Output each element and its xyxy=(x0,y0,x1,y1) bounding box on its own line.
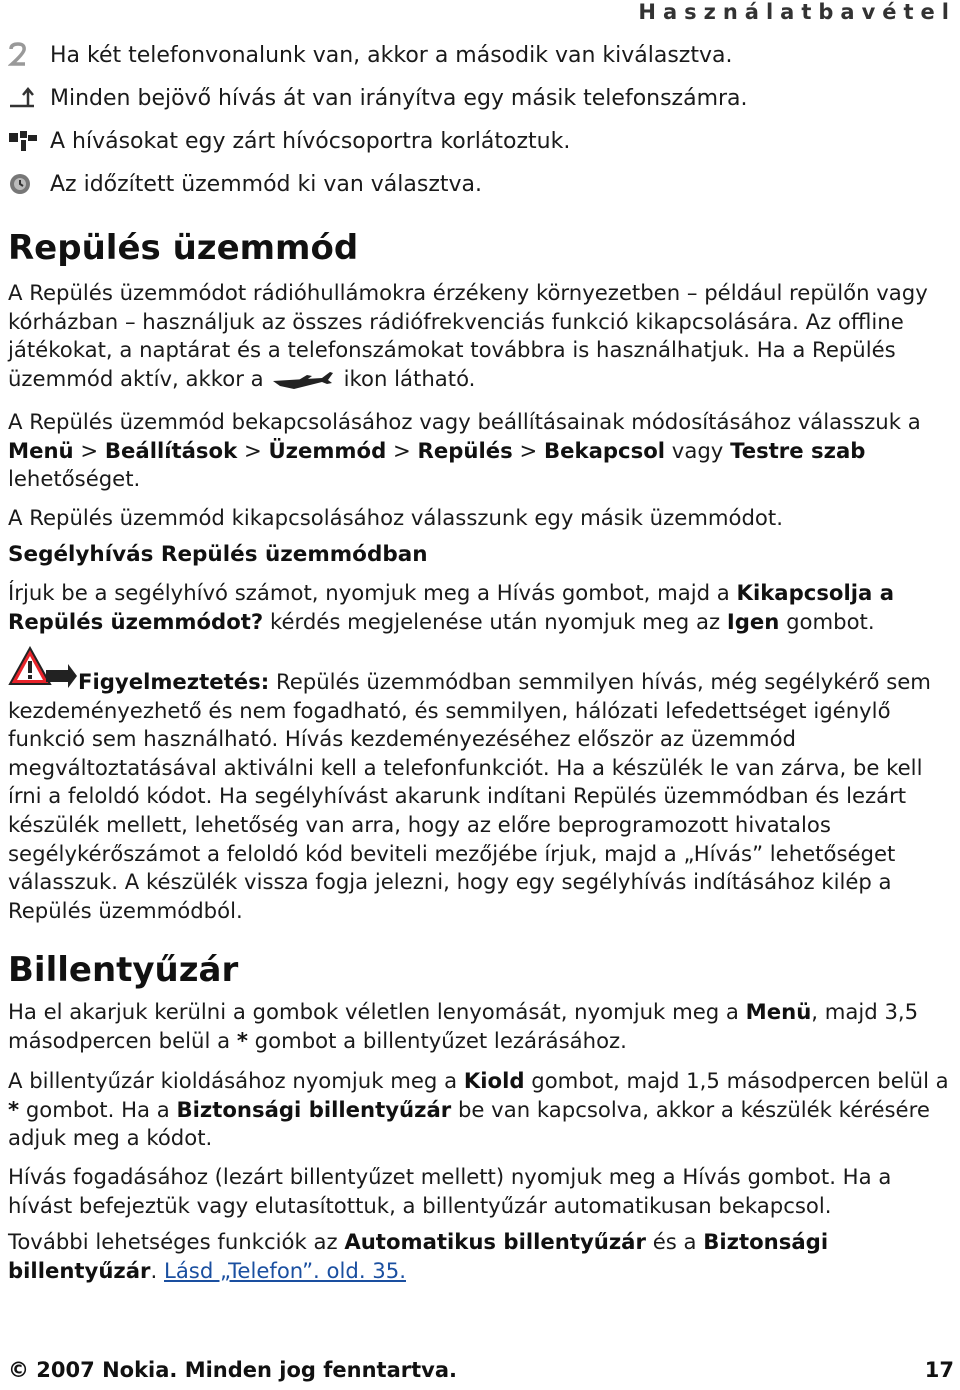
line-two-icon xyxy=(8,42,42,68)
indicator-row: Az időzített üzemmód ki van választva. xyxy=(8,169,482,199)
page-header: Használatbavétel xyxy=(638,0,956,24)
keylock-paragraph-answer: Hívás fogadásához (lezárt billentyűzet mellett) nyomjuk meg a Hívás gombot. Ha a hívást befejeztük vagy elutasítottuk, a billentyűzár automatikusan bekapcsol. xyxy=(8,1164,892,1218)
menu-path-menu: Menü xyxy=(8,437,74,463)
warning-label: Figyelmeztetés: xyxy=(78,669,270,694)
warning-paragraph: Figyelmeztetés: Repülés üzemmódban semmilyen hívás, még segélykérő sem kezdeményezhető és nem fogadható, és semmilyen, hálózati lefedettséget igénylő funkció sem használható. Hívás kezdeményezéséhez először az üzemmód megváltoztatásával aktiválni kell a telefonfunkciót. Ha a készülék le van zárva, be kell írni a feloldó kódot. Ha segélyhívást akarunk indítani Repülés üzemmódban és lezárt készülék mellett, lehetőség van arra, hogy az előre beprogramozott hivatalos segélykérőszámot a feloldó kód beviteli mezőjébe írjuk, majd a „Hívás” lehetőséget válasszuk. A készülék vissza fogja jelezni, hogy egy segélyhívás indításához kilép a Repülés üzemmódból. xyxy=(8,669,931,923)
indicator-row: A hívásokat egy zárt hívócsoportra korlátoztuk. xyxy=(8,126,570,156)
section-title-flight-mode: Repülés üzemmód xyxy=(8,228,359,268)
call-divert-icon xyxy=(8,86,42,110)
keylock-paragraph-more: További lehetséges funkciók az Automatikus billentyűzár és a Biztonsági billentyűzár. Lásd „Telefon”. old. 35. xyxy=(8,1229,829,1283)
menu-path-settings: Beállítások xyxy=(104,437,238,463)
footer-copyright: © 2007 Nokia. Minden jog fenntartva. xyxy=(8,1358,457,1382)
flight-mode-icon xyxy=(272,369,334,391)
closed-user-group-icon xyxy=(8,129,42,153)
flight-paragraph-emergency: Írjuk be a segélyhívó számot, nyomjuk meg a Hívás gombot, majd a Kikapcsolja a Repülés üzemmódot? kérdés megjelenése után nyomjuk meg az Igen gombot. xyxy=(8,580,894,634)
menu-path-profile: Üzemmód xyxy=(268,437,387,463)
see-telephone-link[interactable]: Lásd „Telefon”. old. 35. xyxy=(164,1257,406,1283)
flight-paragraph-intro: A Repülés üzemmódot rádióhullámokra érzékeny környezetben – például repülőn vagy kórházban – használjuk az összes rádiófrekvenciás funkció kikapcsolására. Az offline játékokat, a naptárat és a telefonszámokat továbbra is használhatjuk. Ha a Repülés üzemmód aktív, akkor a ikon látható. xyxy=(8,280,928,391)
section-title-keylock: Billentyűzár xyxy=(8,950,239,990)
indicator-row: Minden bejövő hívás át van irányítva egy másik telefonszámra. xyxy=(8,83,748,113)
timed-profile-icon xyxy=(8,172,42,196)
footer-page-number: 17 xyxy=(924,1358,954,1382)
flight-paragraph-deactivate: A Repülés üzemmód kikapcsolásához válasszunk egy másik üzemmódot. xyxy=(8,505,783,530)
indicator-row: Ha két telefonvonalunk van, akkor a második van kiválasztva. xyxy=(8,40,732,70)
keylock-paragraph-lock: Ha el akarjuk kerülni a gombok véletlen lenyomását, nyomjuk meg a Menü, majd 3,5 másodpercen belül a * gombot a billentyűzet lezárásához. xyxy=(8,999,919,1053)
keylock-paragraph-unlock: A billentyűzár kioldásához nyomjuk meg a Kiold gombot, majd 1,5 másodpercen belül a * gombot. Ha a Biztonsági billentyűzár be van kapcsolva, akkor a készülék kérésére adjuk meg a kódot. xyxy=(8,1068,949,1151)
subheading-emergency: Segélyhívás Repülés üzemmódban xyxy=(8,542,428,567)
flight-paragraph-activate: A Repülés üzemmód bekapcsolásához vagy beállításainak módosításához válasszuk a Menü > Beállítások > Üzemmód > Repülés > Bekapcsol vagy Testre szab lehetőséget. xyxy=(8,409,921,492)
menu-path-activate: Bekapcsol xyxy=(543,437,666,463)
menu-path-customise: Testre szab xyxy=(730,437,866,463)
menu-path-flight: Repülés xyxy=(417,437,513,463)
